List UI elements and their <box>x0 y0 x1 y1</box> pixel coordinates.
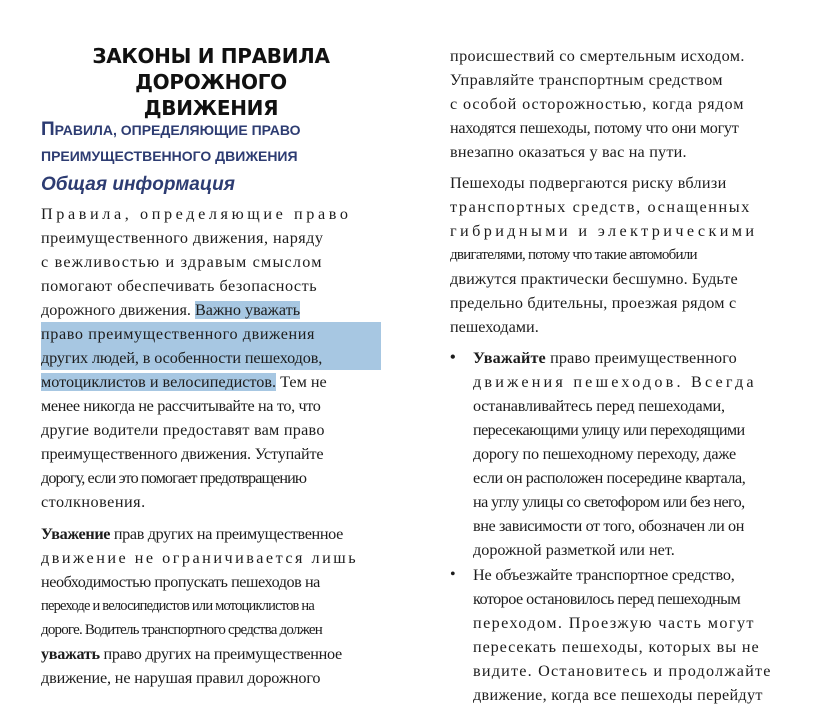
text-line: внезапно оказаться у вас на пути. <box>450 143 687 161</box>
text-line: пешеходами. <box>450 318 539 336</box>
text-line: движутся практически бесшумно. Будьте <box>450 270 738 288</box>
text-line: дороге. Водитель транспортного средства должен <box>41 622 323 638</box>
text-line: на углу улицы со светофором или без него, <box>473 493 745 511</box>
text-line <box>41 522 381 546</box>
highlighted-text: право преимущественного движения <box>41 322 381 346</box>
text-line: движение, не нарушая правил дорожного <box>41 669 321 687</box>
text-line: которое остановилось перед пешеходным <box>473 590 741 608</box>
text-line: необходимостью пропускать пешеходов на <box>41 573 320 591</box>
text-line: дорожной разметкой или нет. <box>473 541 675 559</box>
text-line <box>41 346 381 370</box>
text-line: если он расположен посередине квартала, <box>473 469 746 487</box>
text-line: помогают обеспечивать безопасность <box>41 277 318 295</box>
text-run: право других на преимущественное <box>99 645 342 663</box>
title-line-2: ДВИЖЕНИЯ <box>143 96 279 120</box>
text-line: столкновения. <box>41 493 146 511</box>
bold-text: Уважайте <box>473 349 546 367</box>
text-line: Управляйте транспортным средством <box>450 71 723 89</box>
text-line: двигателями, потому что такие автомобили <box>450 247 697 263</box>
page-title <box>41 43 381 121</box>
text-line: дорогу по пешеходному переходу, даже <box>473 445 736 463</box>
title-line-1: ЗАКОНЫ И ПРАВИЛА ДОРОЖНОГО <box>92 44 330 94</box>
text-line: Пешеходы подвергаются риску вблизи <box>450 174 727 192</box>
text-line: переходе и велосипедистов или мотоциклистов на <box>41 598 314 614</box>
text-line: видите. Остановитесь и продолжайте <box>473 662 772 680</box>
text-line: происшествий со смертельным исходом. <box>450 47 745 65</box>
text-line <box>41 322 381 346</box>
text-line: транспортных средств, оснащенных <box>450 198 751 216</box>
text-line: движение, когда все пешеходы перейдут <box>473 686 763 704</box>
text-line <box>41 298 381 322</box>
text-line: преимущественного движения, наряду <box>41 229 324 247</box>
bold-text: Уважение <box>41 525 111 543</box>
highlighted-text: мотоциклистов и велосипедистов. <box>41 373 277 391</box>
text-line: движения пешеходов. Всегда <box>473 373 757 391</box>
text-line: преимущественного движения. Уступайте <box>41 445 324 463</box>
bullet-marker: • <box>450 349 456 366</box>
text-line: находятся пешеходы, потому что они могут <box>450 119 739 137</box>
text-line: менее никогда не рассчитывайте на то, что <box>41 397 321 415</box>
text-line: предельно бдительны, проезжая рядом с <box>450 294 737 312</box>
text-run: право преимущественного <box>545 349 737 367</box>
text-line <box>41 642 381 666</box>
text-run: прав других на преимущественное <box>110 525 343 543</box>
text-line <box>473 346 790 370</box>
highlighted-text: других людей, в особенности пешеходов, <box>41 346 381 370</box>
bold-text: уважать <box>41 645 100 663</box>
text-line: Не объезжайте транспортное средство, <box>473 566 735 584</box>
text-line: пересекать пешеходы, которых вы не <box>473 638 760 656</box>
text-line: останавливайтесь перед пешеходами, <box>473 397 725 415</box>
highlighted-text: Важно уважать <box>195 301 301 319</box>
text-line: с особой осторожностью, когда рядом <box>450 95 745 113</box>
subsection-heading: Общая информация <box>41 174 235 195</box>
section-heading-initial: П <box>41 119 55 140</box>
text-line: гибридными и электрическими <box>450 222 758 240</box>
text-run: дорожного движения. <box>41 301 191 319</box>
bullet-marker: • <box>450 566 456 583</box>
text-line: движение не ограничивается лишь <box>41 549 359 567</box>
section-heading-line-1: РАВИЛА, ОПРЕДЕЛЯЮЩИЕ ПРАВО <box>54 122 301 138</box>
text-line: пересекающими улицу или переходящими <box>473 421 745 439</box>
text-line: переходом. Проезжую часть могут <box>473 614 755 632</box>
text-line: с вежливостью и здравым смыслом <box>41 253 323 271</box>
text-line: Правила, определяющие право <box>41 205 352 223</box>
text-line: вне зависимости от того, обозначен ли он <box>473 517 744 535</box>
text-line: дорогу, если это помогает предотвращению <box>41 469 307 487</box>
text-run: Тем не <box>280 373 327 391</box>
text-line <box>41 370 381 394</box>
text-line: другие водители предоставят вам право <box>41 421 325 439</box>
section-heading <box>41 116 381 168</box>
section-heading-line-2: ПРЕИМУЩЕСТВЕННОГО ДВИЖЕНИЯ <box>41 148 298 164</box>
